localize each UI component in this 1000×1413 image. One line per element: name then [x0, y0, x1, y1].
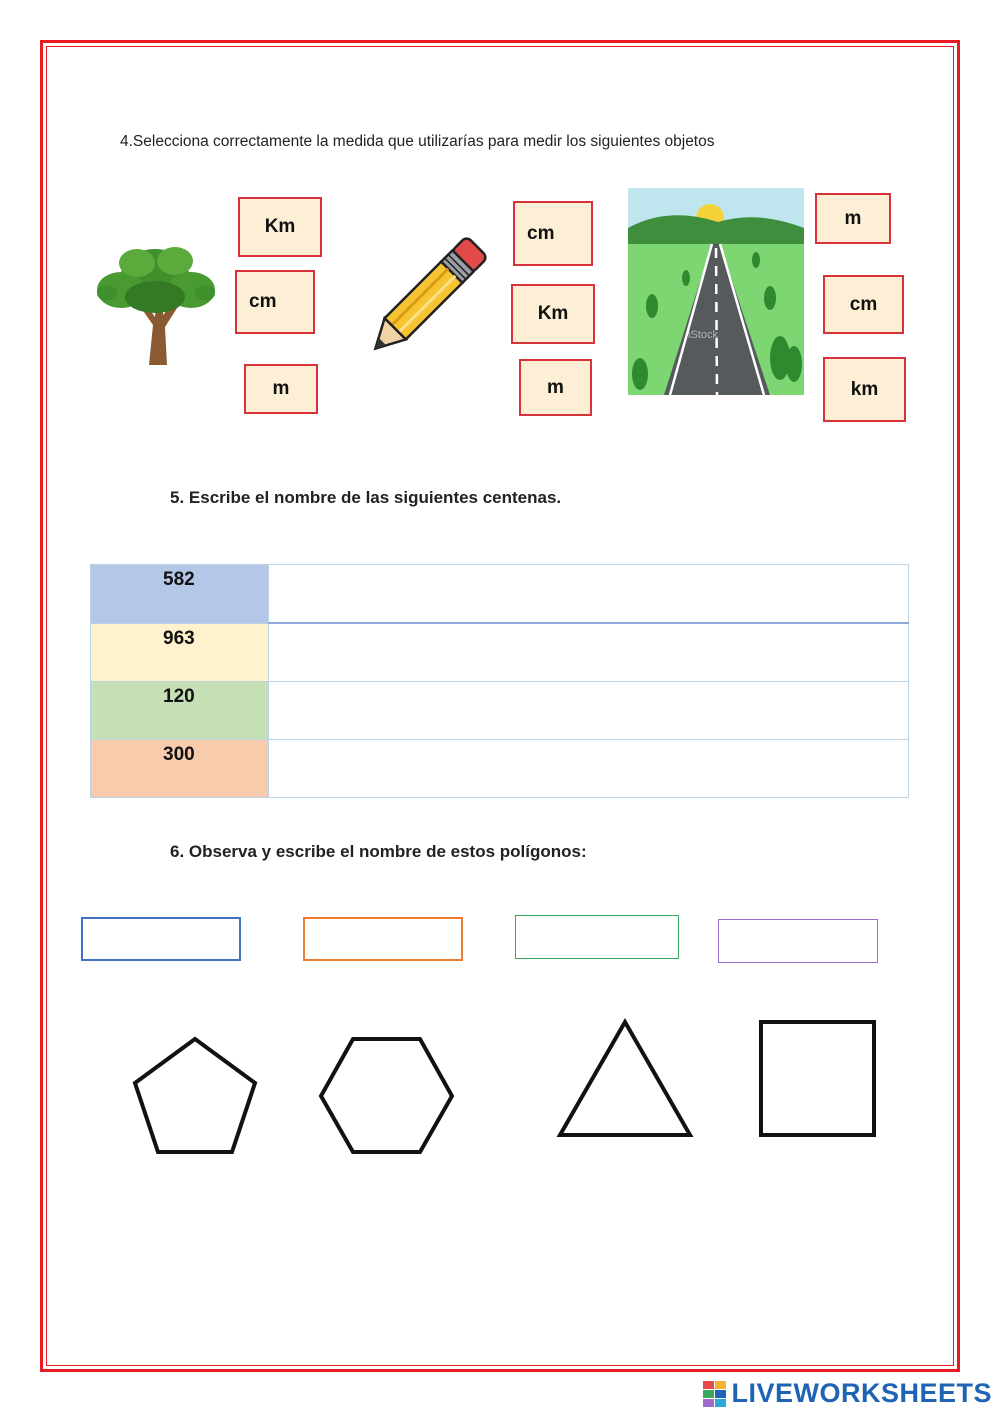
question-5-title: 5. Escribe el nombre de las siguientes centenas.: [170, 488, 562, 507]
tree-option-km[interactable]: Km: [238, 197, 322, 257]
answer-field[interactable]: [269, 682, 909, 740]
polygon-answer-box-1[interactable]: [81, 917, 241, 961]
triangle-shape: [560, 1022, 690, 1135]
hexagon-shape: [321, 1039, 452, 1152]
number-cell: 120: [91, 682, 269, 740]
polygon-answer-box-4[interactable]: [718, 919, 878, 963]
number-cell: 582: [91, 565, 269, 624]
road-option-m[interactable]: m: [815, 193, 891, 244]
pencil-option-cm[interactable]: cm: [513, 201, 593, 266]
polygon-answer-box-3[interactable]: [515, 915, 679, 959]
polygons-drawing: [120, 1010, 900, 1170]
number-cell: 300: [91, 740, 269, 798]
road-image: [628, 188, 804, 395]
road-watermark: iStock: [688, 329, 718, 341]
liveworksheets-logo-icon: [703, 1381, 727, 1407]
road-option-cm[interactable]: cm: [823, 275, 904, 334]
tree-option-m[interactable]: m: [244, 364, 318, 414]
answer-field[interactable]: [269, 740, 909, 798]
pencil-option-km[interactable]: Km: [511, 284, 595, 344]
pencil-option-m[interactable]: m: [519, 359, 592, 416]
pentagon-shape: [135, 1039, 255, 1152]
question-6-title: 6. Observa y escribe el nombre de estos polígonos:: [170, 842, 587, 861]
table-row: [91, 565, 909, 624]
brand-text: LIVEWORKSHEETS: [731, 1378, 992, 1408]
road-option-km[interactable]: km: [823, 357, 906, 422]
square-shape: [761, 1022, 874, 1135]
table-row: [91, 623, 909, 682]
number-cell: 963: [91, 623, 269, 682]
pencil-icon: [362, 232, 492, 362]
centenas-table: [90, 564, 909, 798]
table-row: [91, 682, 909, 740]
liveworksheets-brand: [703, 1378, 992, 1409]
polygon-answer-box-2[interactable]: [303, 917, 463, 961]
table-row: [91, 740, 909, 798]
tree-option-cm[interactable]: cm: [235, 270, 315, 334]
answer-field[interactable]: [269, 623, 909, 682]
question-4-title: 4.Selecciona correctamente la medida que utilizarías para medir los siguientes objetos: [120, 133, 715, 150]
answer-field[interactable]: [269, 565, 909, 624]
tree-icon: [95, 235, 217, 365]
